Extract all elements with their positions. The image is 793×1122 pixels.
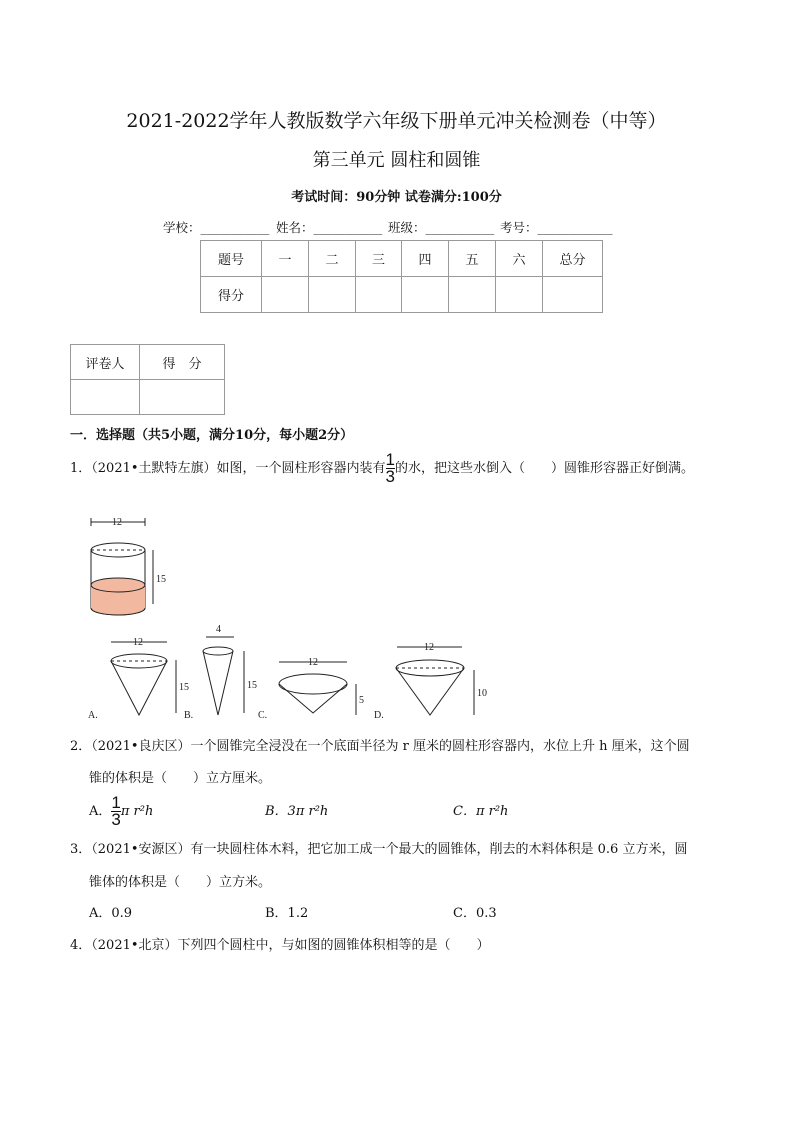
score-cell [402, 277, 449, 313]
cyl-height-label: 15 [156, 574, 166, 585]
score-header: 五 [449, 241, 496, 277]
score-cell [543, 277, 603, 313]
exam-info: 考试时间：90分钟 试卷满分:100分 [291, 190, 502, 205]
cone-c-diameter: 12 [308, 657, 318, 668]
option-text: π r²h [120, 804, 154, 819]
option-a-label: A. [88, 710, 98, 721]
score-header: 六 [496, 241, 543, 277]
q2-option-a[interactable] [89, 795, 153, 828]
denominator: 3 [111, 810, 121, 829]
denominator: 3 [385, 467, 395, 486]
q2-option-b[interactable]: B．3π r²h [265, 804, 329, 819]
grader-cell [140, 380, 225, 415]
q3-option-a[interactable]: A．0.9 [89, 906, 133, 921]
q3-option-c[interactable]: C．0.3 [453, 906, 497, 921]
cone-a-height: 15 [179, 682, 189, 693]
score-header: 三 [356, 241, 402, 277]
score-table [200, 240, 603, 313]
school-field: 学校：___________ [163, 220, 270, 235]
page-title: 2021-2022学年人教版数学六年级下册单元冲关检测卷（中等） [126, 110, 667, 132]
grader-table [70, 344, 225, 415]
cone-b-height: 15 [247, 680, 257, 691]
score-cell [496, 277, 543, 313]
score-header: 二 [309, 241, 356, 277]
option-c-label: C. [258, 710, 268, 721]
cone-b-diameter: 4 [216, 624, 221, 635]
score-header: 四 [402, 241, 449, 277]
q4-line1: 4．（2021•北京）下列四个圆柱中，与如图的圆锥体积相等的是（ ） [70, 938, 490, 953]
q3-line1: 3．（2021•安源区）有一块圆柱体木料，把它加工成一个最大的圆锥体，削去的木料体积是 0.6 立方米，圆 [70, 842, 688, 857]
name-field: 姓名：___________ [276, 220, 383, 235]
q1-figure [60, 510, 500, 725]
q3-option-b[interactable]: B．1.2 [265, 906, 309, 921]
cone-a-diameter: 12 [133, 637, 143, 648]
score-header: 一 [262, 241, 309, 277]
score-cell [356, 277, 402, 313]
cyl-diameter-label: 12 [112, 517, 122, 528]
class-field: 班级：___________ [388, 220, 495, 235]
numerator: 1 [385, 450, 395, 469]
page-subtitle: 第三单元 圆柱和圆锥 [312, 150, 481, 171]
numerator: 1 [111, 793, 121, 812]
score-header: 总分 [543, 241, 603, 277]
cylinder-figure [91, 517, 166, 615]
score-cell [262, 277, 309, 313]
grader-label: 评卷人 [71, 345, 140, 380]
grader-score-label: 得 分 [140, 345, 225, 380]
q2-option-c[interactable]: C．π r²h [453, 804, 509, 819]
q3-line2: 锥体的体积是（ ）立方米。 [89, 875, 272, 890]
cone-d [374, 642, 487, 721]
grader-cell [71, 380, 140, 415]
cone-b [184, 624, 257, 721]
score-header: 题号 [201, 241, 262, 277]
number-field: 考号：____________ [500, 220, 613, 235]
score-cell [309, 277, 356, 313]
cone-c-height: 5 [359, 695, 364, 706]
q2-line2: 锥的体积是（ ）立方厘米。 [89, 771, 272, 786]
fraction [111, 795, 120, 828]
cone-d-diameter: 12 [424, 642, 434, 653]
option-label: A． [89, 804, 112, 819]
q1-text-end: 的水，把这些水倒入（ ）圆锥形容器正好倒满。 [395, 461, 695, 476]
q2-line1: 2．（2021•良庆区）一个圆锥完全浸没在一个底面半径为 r 厘米的圆柱形容器内，水位上升 h 厘米，这个圆 [70, 739, 690, 754]
section-heading: 一．选择题（共5小题，满分10分，每小题2分） [70, 428, 354, 443]
cone-d-height: 10 [477, 688, 487, 699]
q1-text: 1．（2021•土默特左旗）如图，一个圆柱形容器内装有 [70, 461, 386, 476]
fraction [386, 452, 395, 485]
cone-c [258, 657, 364, 721]
option-b-label: B. [184, 710, 194, 721]
cone-a [88, 637, 189, 721]
option-d-label: D. [374, 710, 384, 721]
score-row-label: 得分 [201, 277, 262, 313]
question-1 [70, 452, 694, 485]
score-cell [449, 277, 496, 313]
